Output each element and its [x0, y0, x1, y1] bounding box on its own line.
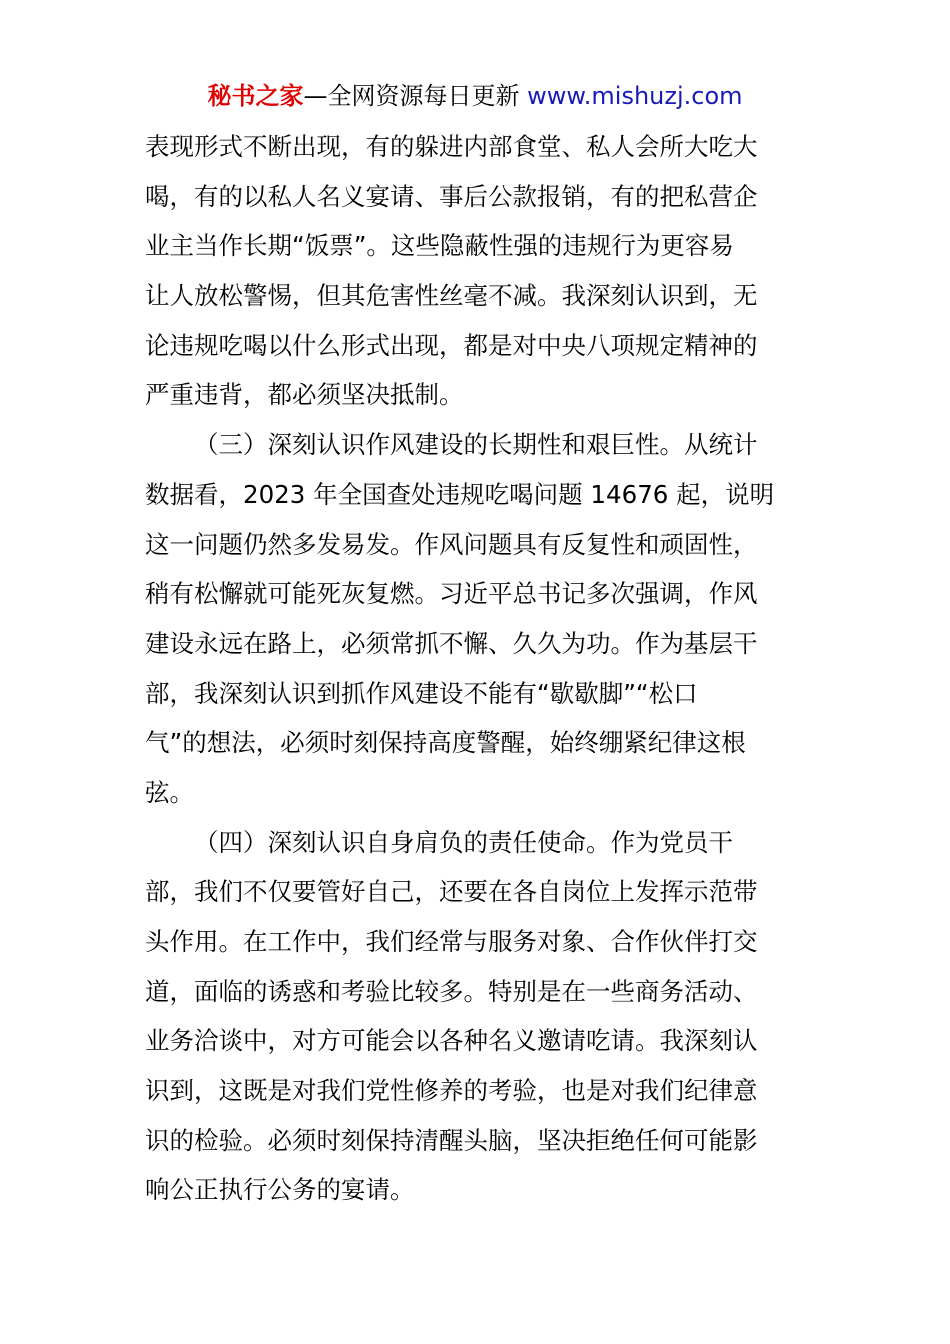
text-line: 建设永远在路上，必须常抓不懈、久久为功。作为基层干	[145, 628, 758, 658]
site-brand: 秘书之家	[207, 82, 304, 110]
paragraph-heading-4: （四）深刻认识自身肩负的责任使命。作为党员干	[194, 827, 733, 857]
text-line: 响公正执行公务的宴请。	[145, 1175, 415, 1205]
site-tagline: 全网资源每日更新	[327, 82, 520, 110]
text-line: 数据看，2023 年全国查处违规吃喝问题 14676 起，说明	[145, 479, 775, 509]
text-line: 头作用。在工作中，我们经常与服务对象、合作伙伴打交	[145, 927, 758, 956]
site-url-link[interactable]: www.mishuzj.com	[527, 82, 743, 110]
text-line: 让人放松警惕，但其危害性丝毫不减。我深刻认识到，无	[145, 281, 758, 311]
body-text	[145, 122, 807, 1215]
text-line: 部，我们不仅要管好自己，还要在各自岗位上发挥示范带	[145, 877, 758, 907]
text-line: 业务洽谈中，对方可能会以各种名义邀请吃请。我深刻认	[145, 1026, 758, 1056]
header-dash: —	[303, 82, 328, 110]
text-line: 识的检验。必须时刻保持清醒头脑，坚决拒绝任何可能影	[145, 1125, 758, 1155]
text-line: 稍有松懈就可能死灰复燃。习近平总书记多次强调，作风	[145, 579, 758, 609]
text-line: 这一问题仍然多发易发。作风问题具有反复性和顽固性，	[145, 529, 758, 559]
text-line: 识到，这既是对我们党性修养的考验，也是对我们纪律意	[145, 1076, 758, 1106]
text-line: 弦。	[145, 777, 194, 807]
site-header	[0, 78, 950, 114]
text-line: 业主当作长期“饭票”。这些隐蔽性强的违规行为更容易	[145, 231, 734, 261]
text-line: 严重违背，都必须坚决抵制。	[145, 380, 464, 410]
text-line: 论违规吃喝以什么形式出现，都是对中央八项规定精神的	[145, 330, 758, 360]
paragraph-heading-3: （三）深刻认识作风建设的长期性和艰巨性。从统计	[194, 430, 758, 460]
text-line: 部，我深刻认识到抓作风建设不能有“歇歇脚”“松口	[145, 678, 698, 708]
text-line: 喝，有的以私人名义宴请、事后公款报销，有的把私营企	[145, 181, 758, 211]
text-line: 气”的想法，必须时刻保持高度警醒，始终绷紧纪律这根	[145, 728, 746, 758]
text-line: 道，面临的诱惑和考验比较多。特别是在一些商务活动、	[145, 976, 758, 1006]
text-line: 表现形式不断出现，有的躲进内部食堂、私人会所大吃大	[145, 132, 758, 161]
